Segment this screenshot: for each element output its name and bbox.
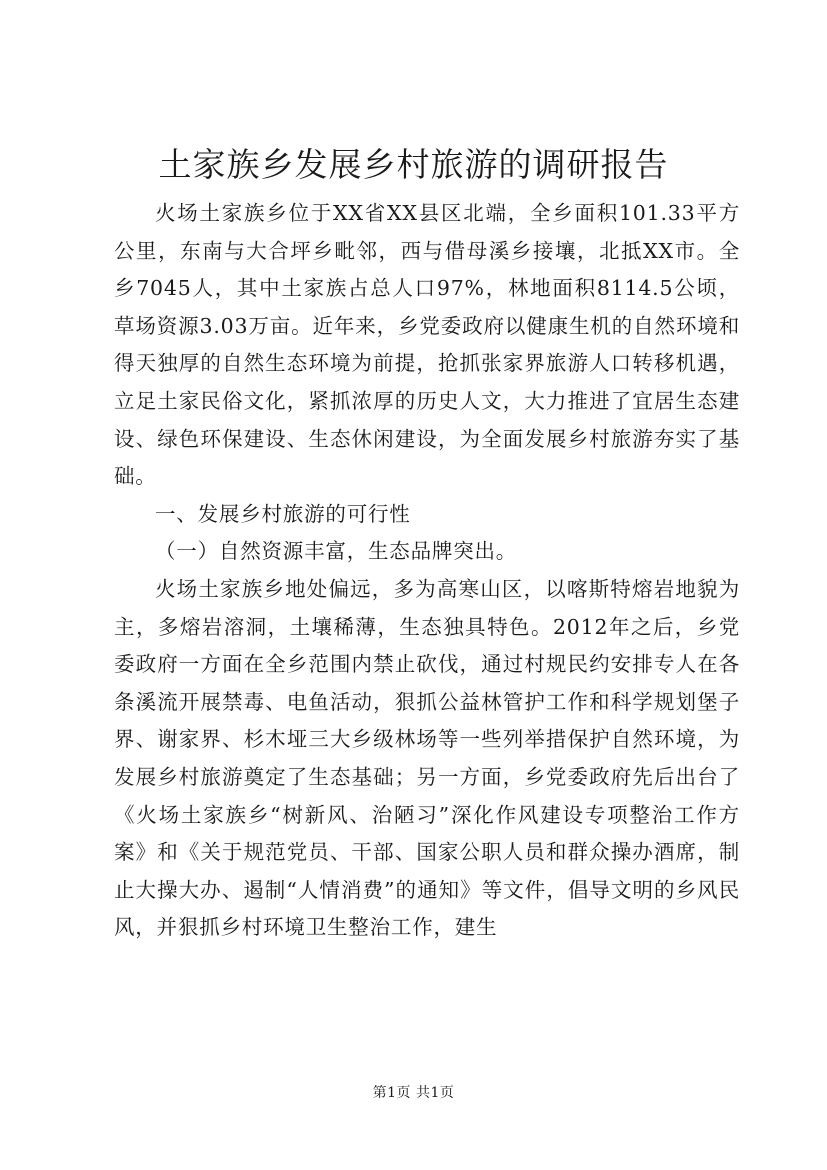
document-body (114, 195, 740, 947)
section-heading: 一、发展乡村旅游的可行性 (155, 501, 411, 526)
body-paragraph: 火场土家族乡地处偏远，多为高寒山区，以喀斯特熔岩地貌为主，多熔岩溶洞，土壤稀薄，生态独具特色。2012年之后，乡党委政府一方面在全乡范围内禁止砍伐，通过村规民约安排专人在各条溪流开展禁毒、电鱼活动，狠抓公益林管护工作和科学规划堡子界、谢家界、杉木垭三大乡级林场等一些列举措保护自然环境，为发展乡村旅游奠定了生态基础；另一方面，乡党委政府先后出台了《火场土家族乡“树新风、治陋习”深化作风建设专项整治工作方案》和《关于规范党员、干部、国家公职人员和群众操办酒席，制止大操大办、遏制“人情消费”的通知》等文件，倡导文明的乡风民风，并狠抓乡村环境卫生整治工作，建生 (114, 576, 740, 940)
subsection-heading: （一）自然资源丰富，生态品牌突出。 (155, 539, 518, 564)
page-number-footer: 第1页 共1页 (372, 1085, 455, 1101)
document-title: 土家族乡发展乡村旅游的调研报告 (158, 145, 669, 184)
intro-paragraph: 火场土家族乡位于XX省XX县区北端，全乡面积101.33平方公里，东南与大合坪乡毗邻，西与借母溪乡接壤，北抵XX市。全乡7045人，其中土家族占总人口97%，林地面积8114.5公顷，草场资源3.03万亩。近年来，乡党委政府以健康生机的自然环境和得天独厚的自然生态环境为前提，抢抓张家界旅游人口转移机遇，立足土家民俗文化，紧抓浓厚的历史人文，大力推进了宜居生态建设、绿色环保建设、生态休闲建设，为全面发展乡村旅游夯实了基础。 (114, 201, 740, 489)
